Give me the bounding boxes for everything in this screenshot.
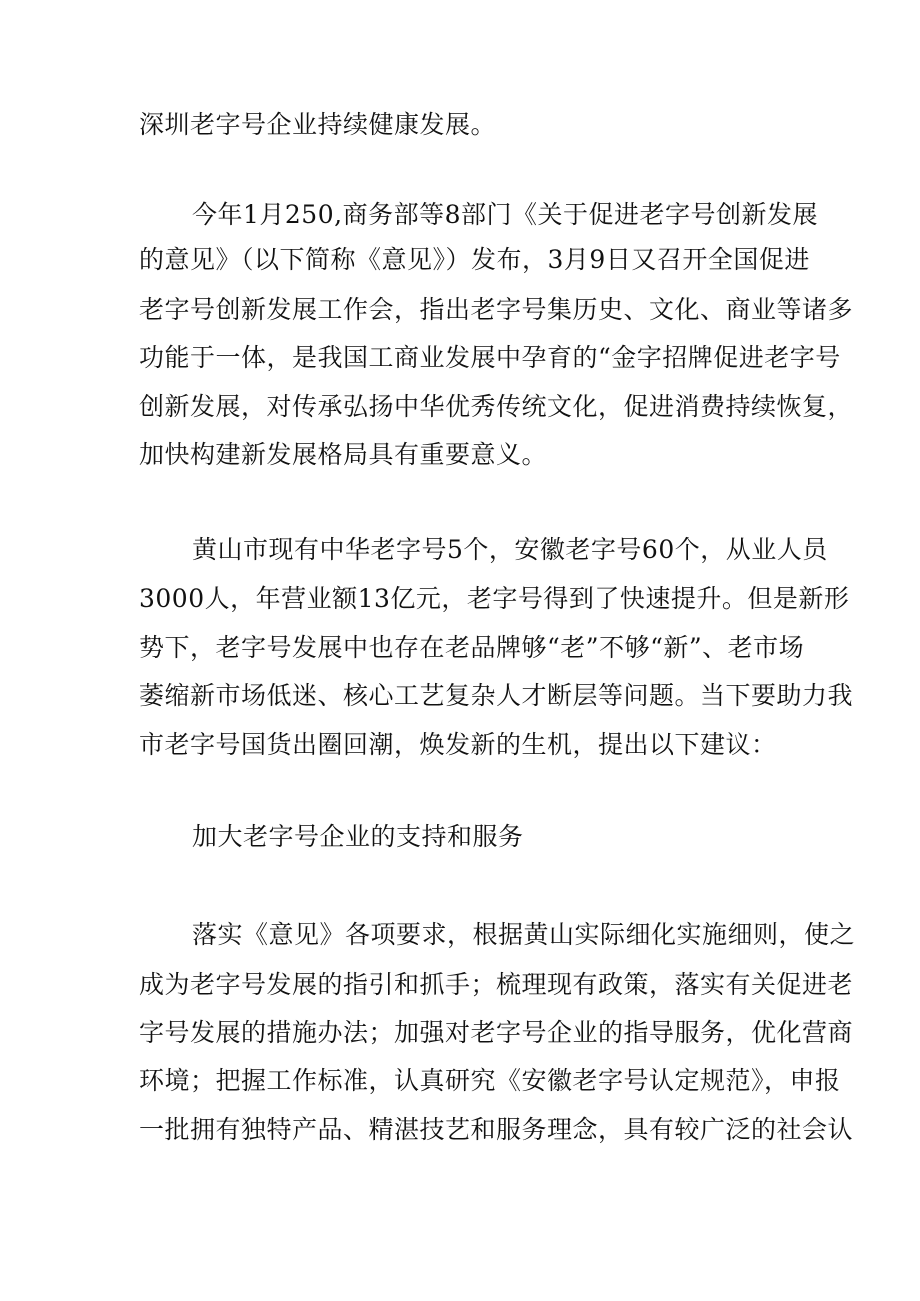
section-heading: 加大老字号企业的支持和服务 (192, 822, 524, 851)
text-line-1: 深圳老字号企业持续健康发展。 (139, 110, 497, 139)
text-line-8: 黄山市现有中华老字号5个，安徽老字号60个，从业人员 (192, 535, 828, 564)
text-line-6: 创新发展，对传承弘扬中华优秀传统文化，促进消费持续恢复， (139, 392, 854, 421)
text-line-5: 功能于一体，是我国工商业发展中孕育的“金字招牌促进老字号 (139, 343, 841, 372)
text-line-14: 落实《意见》各项要求，根据黄山实际细化实施细则，使之 (192, 920, 856, 949)
text-line-2: 今年1月250,商务部等8部门《关于促进老字号创新发展 (192, 200, 818, 229)
text-line-18: 一批拥有独特产品、精湛技艺和服务理念，具有较广泛的社会认 (139, 1115, 854, 1144)
text-line-15: 成为老字号发展的指引和抓手；梳理现有政策，落实有关促进老 (139, 970, 854, 999)
text-line-16: 字号发展的措施办法；加强对老字号企业的指导服务，优化营商 (139, 1018, 854, 1047)
text-line-4: 老字号创新发展工作会，指出老字号集历史、文化、商业等诸多 (139, 295, 854, 324)
text-line-10: 势下，老字号发展中也存在老品牌够“老”不够“新”、老市场 (139, 633, 805, 662)
text-line-17: 环境；把握工作标准，认真研究《安徽老字号认定规范》，申报 (139, 1066, 841, 1095)
text-line-11: 萎缩新市场低迷、核心工艺复杂人才断层等问题。当下要助力我 (139, 681, 854, 710)
text-line-9: 3000人，年营业额13亿元，老字号得到了快速提升。但是新形 (139, 584, 850, 613)
text-line-12: 市老字号国货出圈回潮，焕发新的生机，提出以下建议： (139, 730, 777, 759)
text-line-3: 的意见》（以下简称《意见》）发布，3月9日又召开全国促进 (139, 245, 810, 274)
text-line-7: 加快构建新发展格局具有重要意义。 (139, 440, 548, 469)
